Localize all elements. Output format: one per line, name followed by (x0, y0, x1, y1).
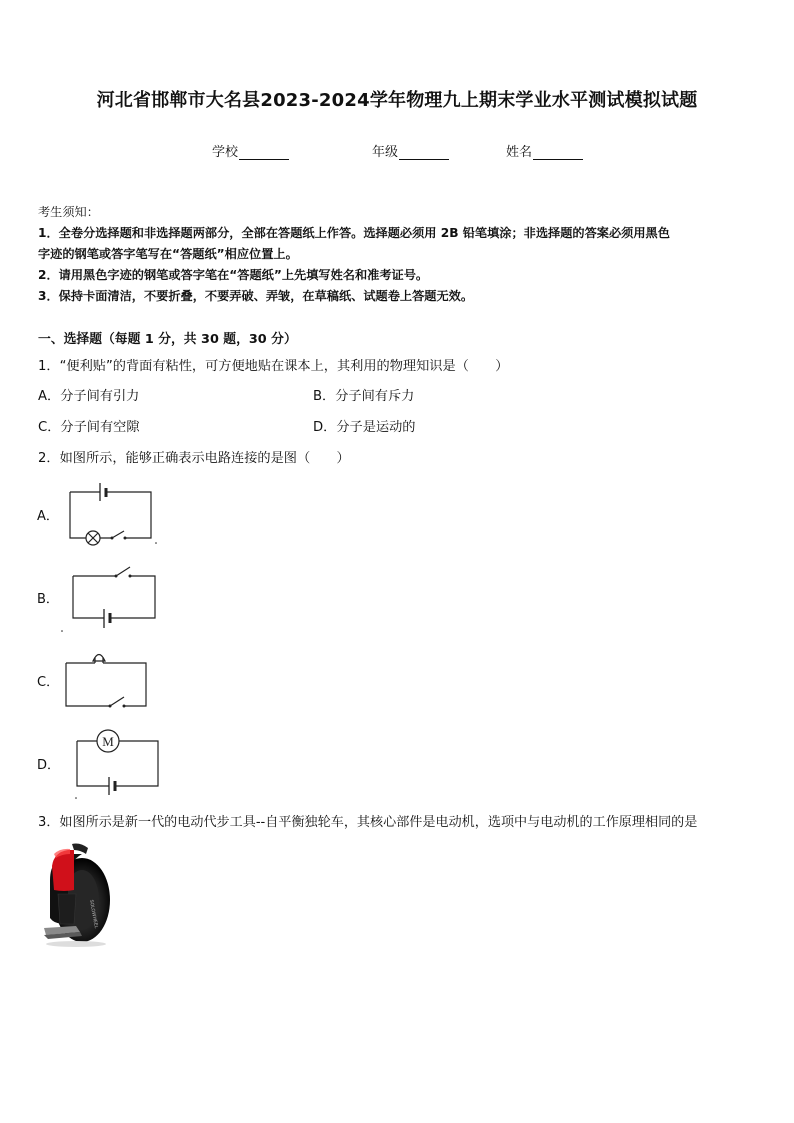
grade-label: 年级 (372, 145, 399, 160)
notice-item-1-line-2: 字迹的钢笔或答字笔写在“答题纸”相应位置上。 (38, 247, 298, 261)
notice-heading: 考生须知： (38, 205, 99, 219)
page-title: 河北省邯郸市大名县2023-2024学年物理九上期末学业水平测试模拟试题 (96, 90, 698, 111)
question-1-option-a[interactable]: A．分子间有引力 (38, 389, 140, 404)
school-field[interactable] (212, 141, 289, 160)
notice-item-1-line-1: 1．全卷分选择题和非选择题两部分，全部在答题纸上作答。选择题必须用 2B 铅笔填涂；非选择题的答案必须用黑色 (38, 226, 670, 240)
circuit-d-label[interactable]: D． (37, 758, 61, 773)
question-2-stem: 2．如图所示，能够正确表示电路连接的是图（ ） (38, 451, 350, 466)
grade-field[interactable] (372, 141, 449, 160)
circuit-d-diagram (70, 726, 166, 800)
unicycle-image (36, 840, 116, 952)
name-blank[interactable] (533, 146, 583, 160)
circuit-a-diagram (62, 480, 162, 548)
school-label: 学校 (212, 145, 239, 160)
circuit-a-label[interactable]: A． (37, 509, 59, 524)
section-heading: 一、选择题（每题 1 分，共 30 题，30 分） (38, 332, 297, 347)
circuit-c-label[interactable]: C． (37, 675, 60, 690)
question-1-option-d[interactable]: D．分子是运动的 (313, 420, 416, 435)
circuit-b-diagram (60, 562, 164, 634)
name-field[interactable] (506, 141, 583, 160)
question-3-stem: 3．如图所示是新一代的电动代步工具--自平衡独轮车，其核心部件是电动机，选项中与电动机的工作原理相同的是 (38, 815, 698, 830)
grade-blank[interactable] (399, 146, 449, 160)
unicycle-brand-text: SOLOWHEEL (88, 899, 98, 929)
question-1-stem: 1．“便利贴”的背面有粘性，可方便地贴在课本上，其利用的物理知识是（ ） (38, 359, 509, 374)
notice-item-3: 3．保持卡面清洁，不要折叠，不要弄破、弄皱，在草稿纸、试题卷上答题无效。 (38, 289, 474, 303)
school-blank[interactable] (239, 146, 289, 160)
question-1-option-c[interactable]: C．分子间有空隙 (38, 420, 140, 435)
circuit-b-label[interactable]: B． (37, 592, 59, 607)
motor-symbol: M (102, 734, 114, 749)
name-label: 姓名 (506, 145, 533, 160)
circuit-c-diagram (58, 646, 156, 714)
question-1-option-b[interactable]: B．分子间有斥力 (313, 389, 415, 404)
notice-item-2: 2．请用黑色字迹的钢笔或答字笔在“答题纸”上先填写姓名和准考证号。 (38, 268, 429, 282)
